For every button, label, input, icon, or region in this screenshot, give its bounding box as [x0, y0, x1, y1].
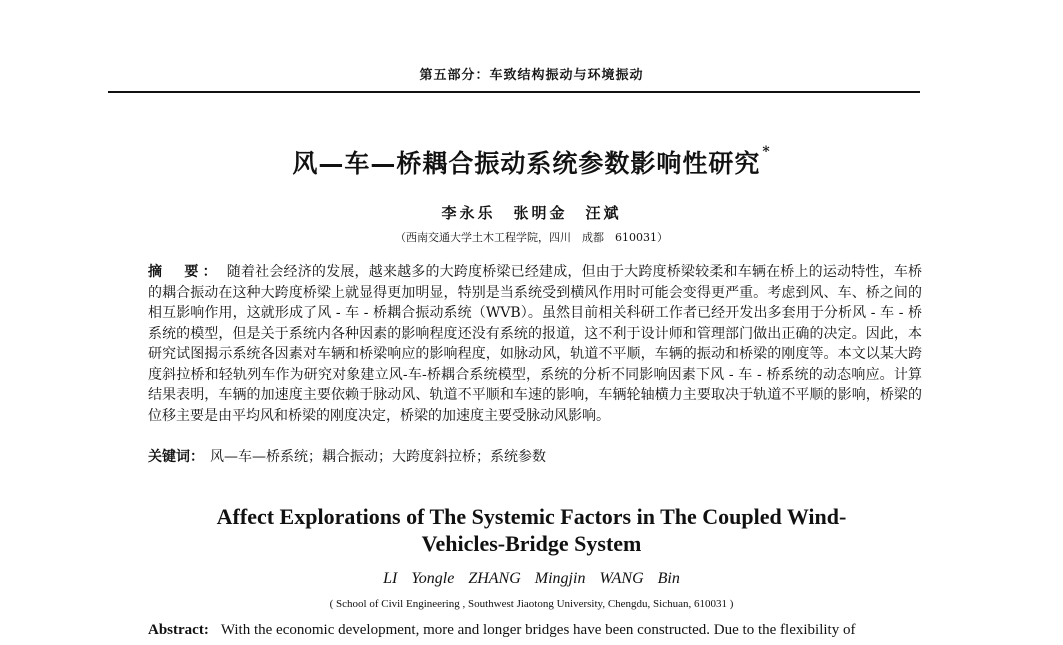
english-title	[0, 503, 1063, 557]
english-abstract-label: Abstract:	[148, 622, 209, 638]
english-abstract-text: With the economic development, more and longer bridges have been constructed. Due to the flexibility of	[220, 622, 856, 638]
running-header: 第五部分：车致结构振动与环境振动	[419, 68, 644, 83]
english-authors: LI Yongle ZHANG Mingjin WANG Bin	[383, 570, 680, 587]
chinese-affiliation: （西南交通大学土木工程学院，四川 成都 610031）	[395, 231, 668, 244]
chinese-keywords-label: 关键词：	[148, 449, 204, 465]
chinese-abstract-text: 随着社会经济的发展，越来越多的大跨度桥梁已经建成，但由于大跨度桥梁较柔和车辆在桥上的运动特性，车桥的耦合振动在这种大跨度桥梁上就显得更加明显，特别是当系统受到横风作用时可能会变得更严重。考虑到风、车、桥之间的相互影响作用，这就形成了风 - 车 - 桥耦合振动系统（WVB）。虽然目前相关科研工作者已经开发出多套用于分析风 - 车 - 桥系统的模型，但是关于系统内各种因素的影响程度还没有系统的报道，这不利于设计师和管理部门做出正确的决定。因此，本研究试图揭示系统各因素对车辆和桥梁响应的影响程度，如脉动风，轨道不平顺，车辆的振动和桥梁的刚度等。本文以某大跨度斜拉桥和轻轨列车作为研究对象建立风-车-桥耦合系统模型，系统的分析不同影响因素下风 - 车 - 桥系统的动态响应。计算结果表明，车辆的加速度主要依赖于脉动风、轨道不平顺和车速的影响，车辆轮轴横力主要取决于轨道不平顺的影响，桥梁的位移主要是由平均风和桥梁的刚度决定，桥梁的加速度主要受脉动风影响。	[148, 264, 923, 424]
english-abstract	[148, 620, 922, 640]
chinese-keywords	[148, 447, 922, 467]
english-title-line-1: Affect Explorations of The Systemic Factors in The Coupled Wind-	[216, 504, 847, 529]
english-title-line-2: Vehicles-Bridge System	[421, 531, 642, 556]
chinese-authors: 李永乐 张明金 汪斌	[441, 204, 622, 222]
chinese-abstract-label: 摘 要：	[148, 264, 221, 280]
chinese-title-text: 风—车—桥耦合振动系统参数影响性研究	[292, 149, 761, 178]
chinese-keywords-text: 风—车—桥系统；耦合振动；大跨度斜拉桥；系统参数	[210, 449, 546, 465]
title-footnote-mark: *	[762, 144, 771, 160]
chinese-title	[0, 144, 1063, 180]
chinese-abstract	[148, 262, 922, 426]
header-rule	[108, 91, 920, 93]
english-affiliation: ( School of Civil Engineering , Southwest Jiaotong University, Chengdu, Sichuan, 610031 )	[329, 598, 734, 610]
